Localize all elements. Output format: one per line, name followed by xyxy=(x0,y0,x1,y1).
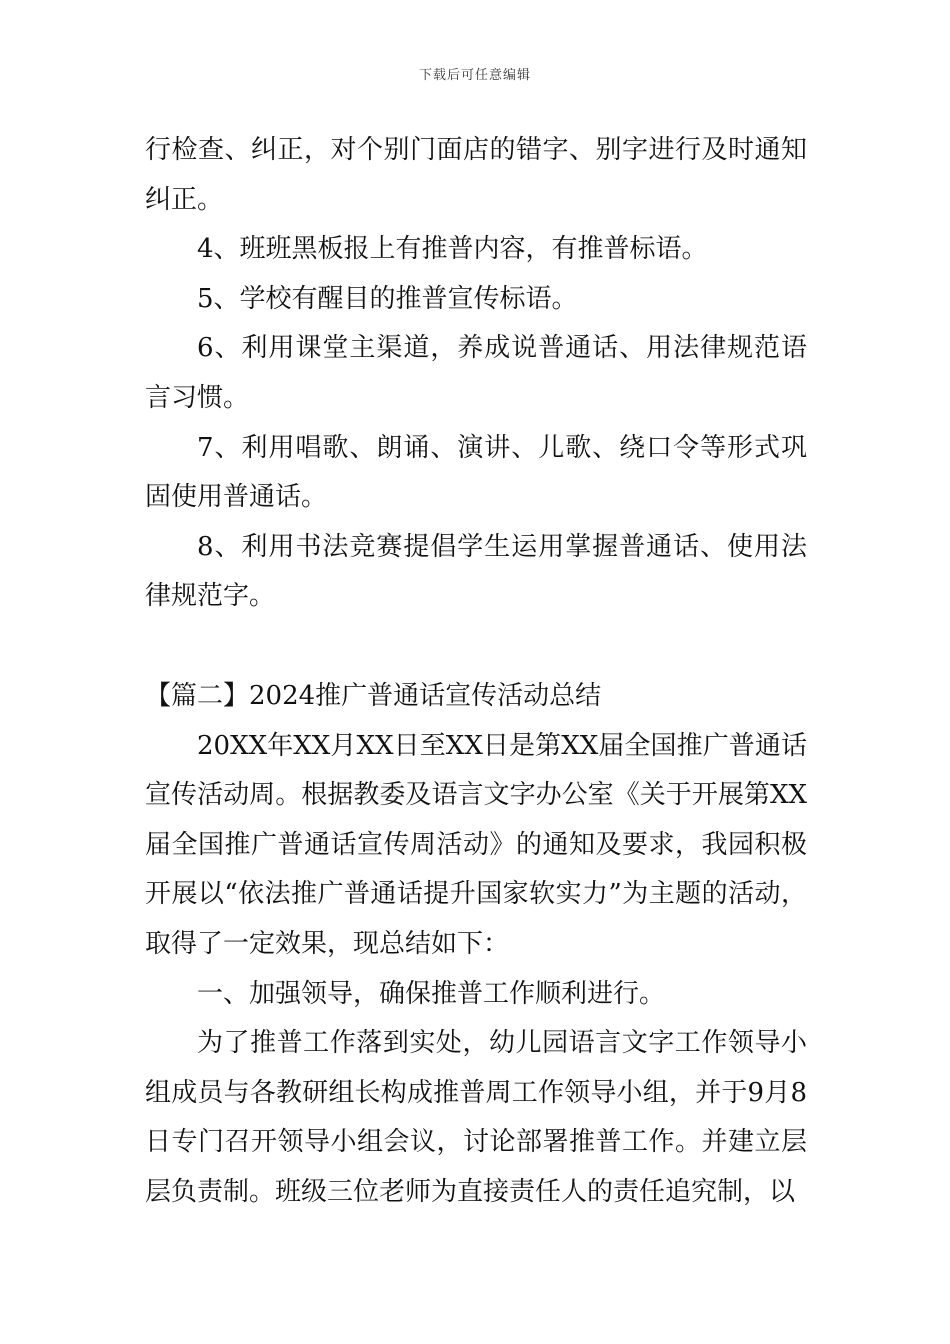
page-header-note: 下载后可任意编辑 xyxy=(418,68,531,83)
section-spacer xyxy=(145,622,807,672)
list-item-6: 6、利用课堂主渠道，养成说普通话、用法律规范语言习惯。 xyxy=(145,333,807,413)
document-body xyxy=(145,126,807,1217)
paragraph-continuation: 行检查、纠正，对个别门面店的错字、别字进行及时通知纠正。 xyxy=(145,135,807,215)
subheading-one: 一、加强领导，确保推普工作顺利进行。 xyxy=(197,978,666,1009)
intro-paragraph: 20XX年XX月XX日至XX日是第XX届全国推广普通话宣传活动周。根据教委及语言文字办公室《关于开展第XX届全国推广普通话宣传周活动》的通知及要求，我园积极开展以“依法推广普通话提升国家软实力”为主题的活动，取得了一定效果，现总结如下： xyxy=(145,730,807,959)
list-item-8: 8、利用书法竞赛提倡学生运用掌握普通话、使用法律规范字。 xyxy=(145,531,807,612)
section-heading: 【篇二】2024推广普通话宣传活动总结 xyxy=(145,680,602,711)
list-item-5: 5、学校有醒目的推普宣传标语。 xyxy=(197,283,578,314)
body-paragraph: 为了推普工作落到实处，幼儿园语言文字工作领导小组成员与各教研组长构成推普周工作领导小组，并于9月8日专门召开领导小组会议，讨论部署推普工作。并建立层层负责制。班级三位老师为直接责任人的责任追究制，以 xyxy=(145,1028,807,1207)
list-item-7: 7、利用唱歌、朗诵、演讲、儿歌、绕口令等形式巩固使用普通话。 xyxy=(145,432,807,513)
list-item-4: 4、班班黑板报上有推普内容，有推普标语。 xyxy=(197,234,708,265)
